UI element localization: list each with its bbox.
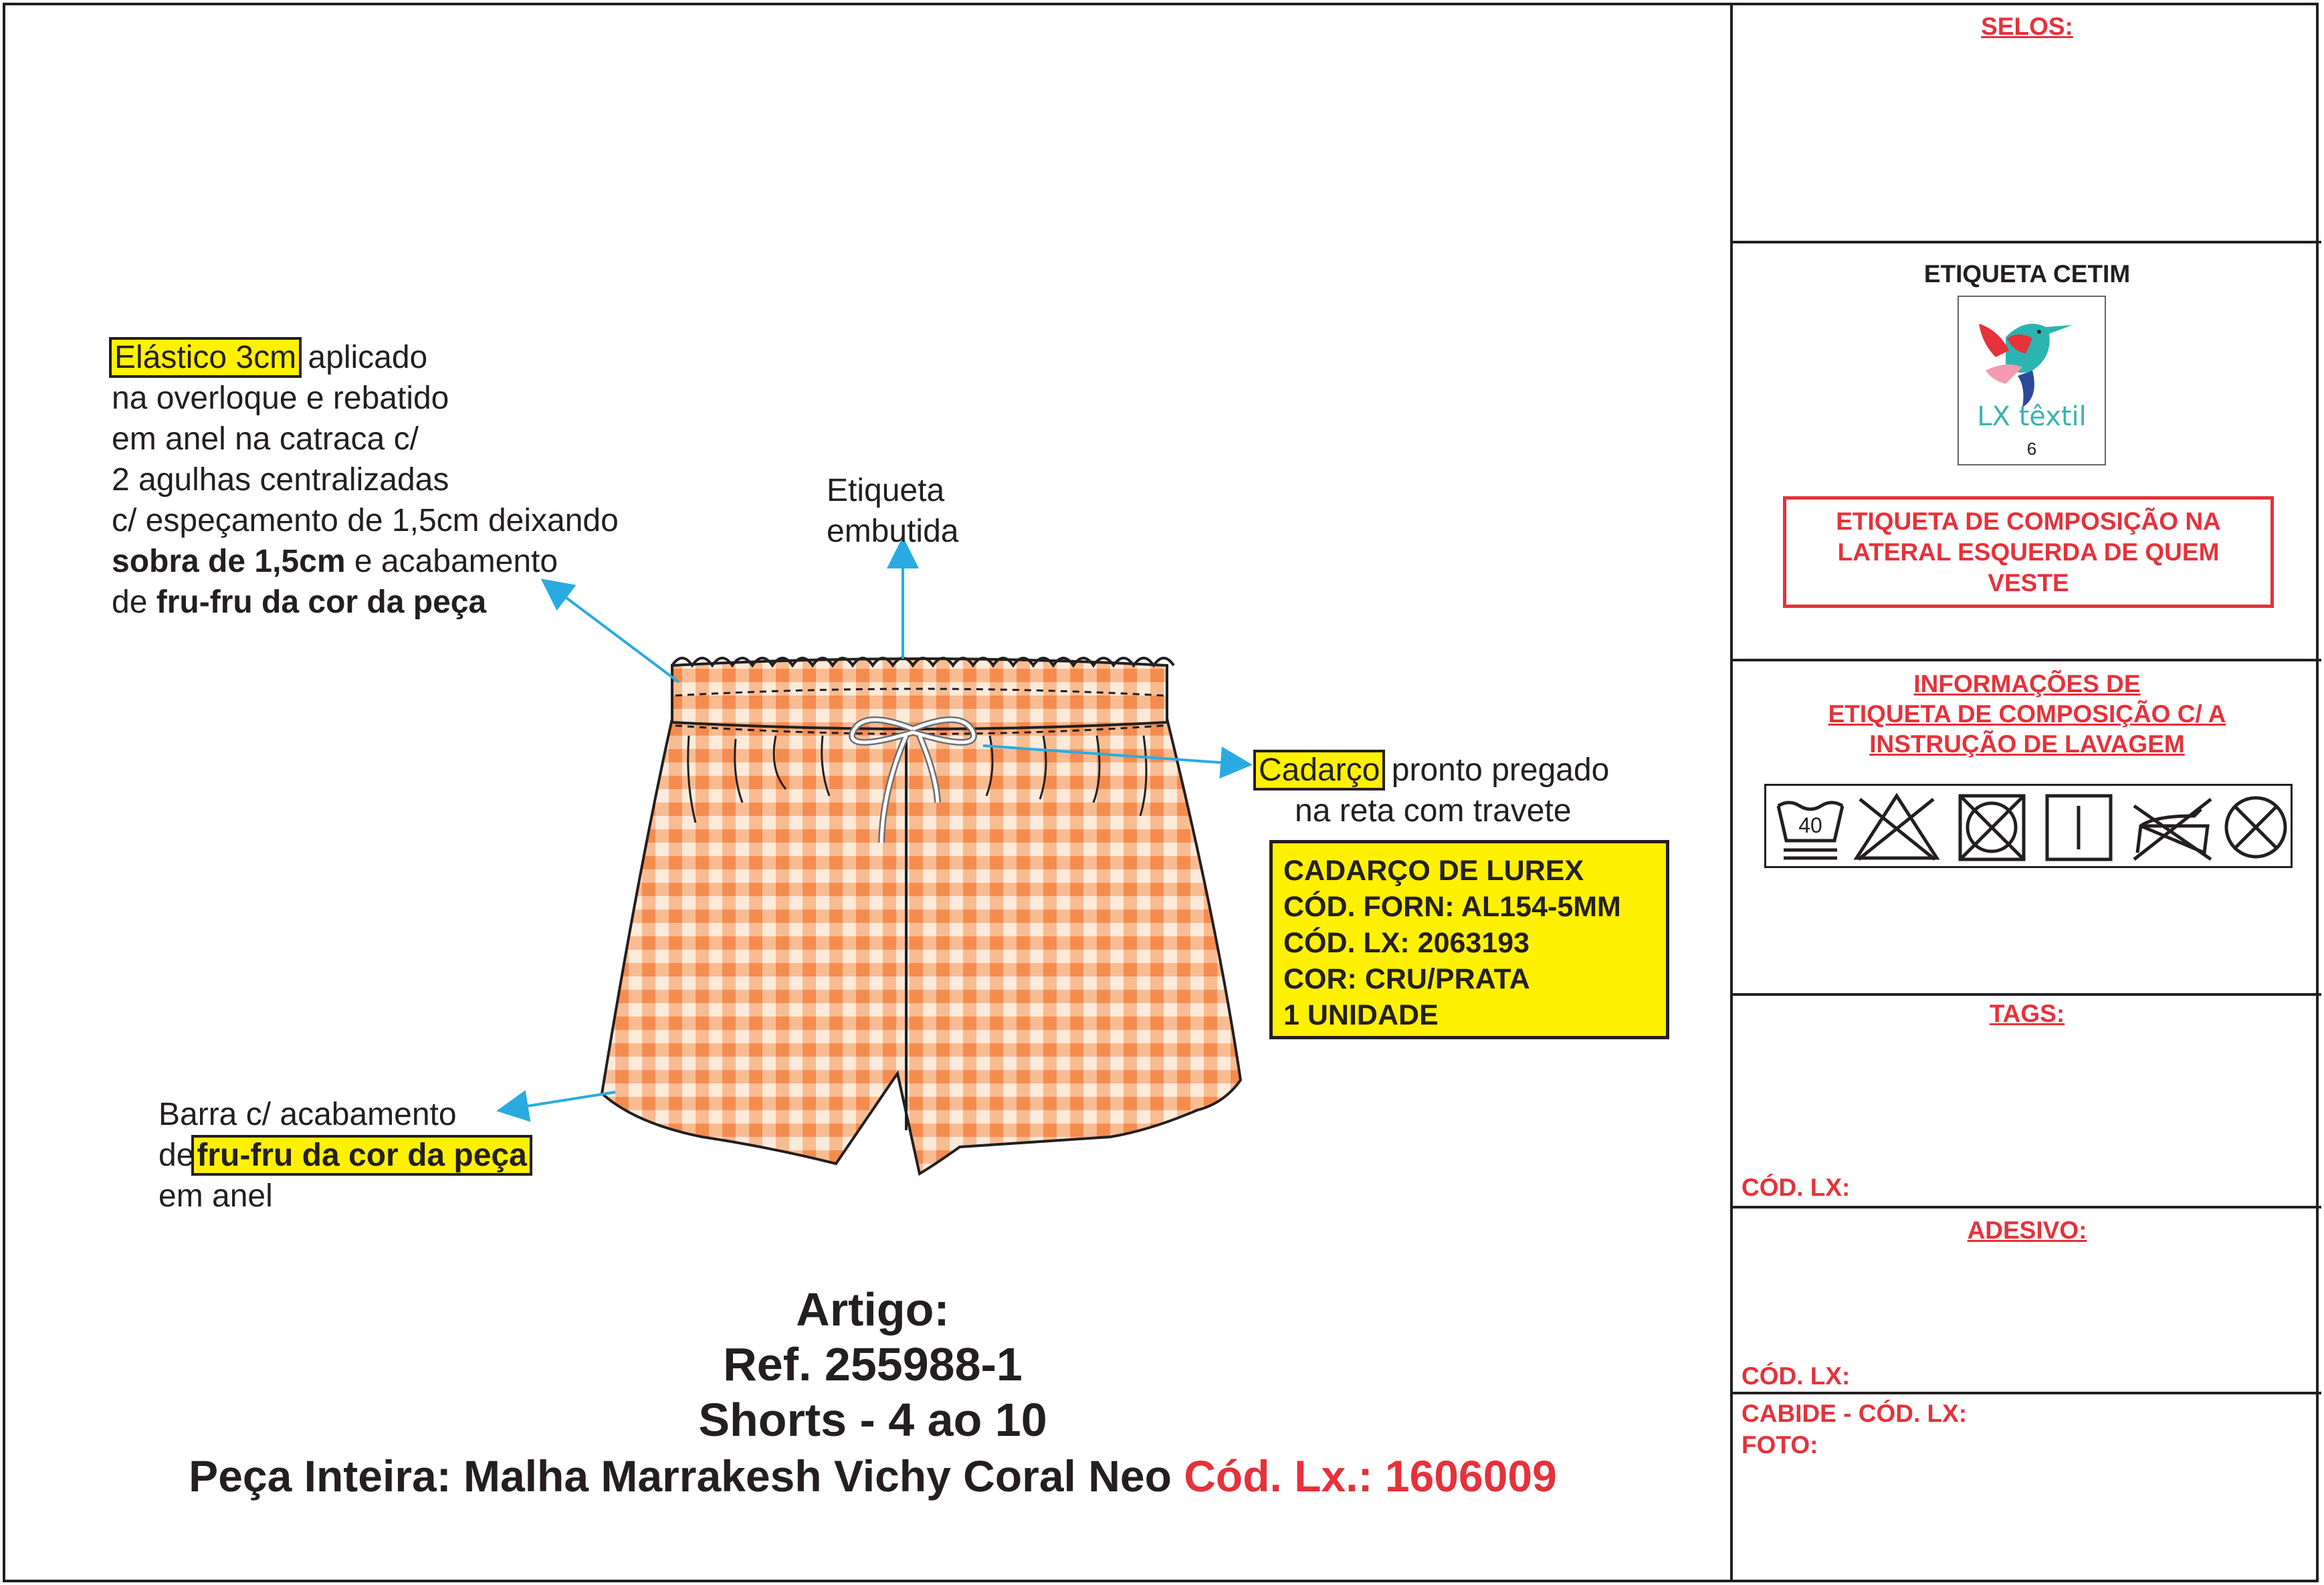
elastico-l7-bold: fru-fru da cor da peça <box>156 585 487 620</box>
elastico-l4: 2 agulhas centralizadas <box>112 462 449 498</box>
tags-title: TAGS: <box>1989 1000 2065 1027</box>
foto-label: FOTO: <box>1741 1431 1818 1459</box>
elastico-l2: na overloque e rebatido <box>112 381 449 416</box>
composicao-line-2: LATERAL ESQUERDA DE QUEM <box>1837 538 2220 566</box>
etiqueta-l1: Etiqueta <box>827 473 945 508</box>
elastico-l7-pre: de <box>112 585 156 620</box>
elastico-l1: aplicado <box>299 340 428 375</box>
brand-name: LX têxtil <box>1977 401 2087 432</box>
cadarco-spec-5: 1 UNIDADE <box>1283 999 1439 1031</box>
cadarco-spec-box <box>1269 840 1669 1039</box>
composicao-line-3: VESTE <box>1988 569 2069 597</box>
composicao-line-1: ETIQUETA DE COMPOSIÇÃO NA <box>1836 508 2221 535</box>
selos-title: SELOS: <box>1981 13 2073 40</box>
artigo-ref: Ref. 255988-1 <box>723 1338 1023 1390</box>
elastico-highlight: Elástico 3cm <box>112 340 299 375</box>
cadarco-l2: na reta com travete <box>1295 793 1572 829</box>
artigo-peca: Peça Inteira: Malha Marrakesh Vichy Coral Neo <box>189 1451 1184 1501</box>
info-line-1: INFORMAÇÕES DE <box>1913 670 2141 698</box>
elastico-note <box>112 337 619 623</box>
cadarco-spec-2: CÓD. FORN: AL154-5MM <box>1283 891 1621 923</box>
cabide-label: CABIDE - CÓD. LX: <box>1741 1400 1968 1427</box>
info-line-2: ETIQUETA DE COMPOSIÇÃO C/ A <box>1828 700 2226 728</box>
etiqueta-cetim-title: ETIQUETA CETIM <box>1923 260 2131 288</box>
cadarco-highlight: Cadarço <box>1256 752 1382 788</box>
cadarco-spec-3: CÓD. LX: 2063193 <box>1283 927 1530 959</box>
cadarco-spec-1: CADARÇO DE LUREX <box>1283 855 1584 887</box>
barra-l3: em anel <box>159 1178 273 1214</box>
etiqueta-note <box>827 470 958 552</box>
cadarco-spec-4: COR: CRU/PRATA <box>1283 963 1530 995</box>
etiqueta-l2: embutida <box>827 514 959 549</box>
barra-note <box>159 1094 530 1217</box>
adesivo-cod-label: CÓD. LX: <box>1741 1362 1851 1390</box>
adesivo-title: ADESIVO: <box>1967 1217 2087 1244</box>
elastico-l5: c/ espeçamento de 1,5cm deixando <box>112 503 619 538</box>
artigo-cod: Cód. Lx.: 1606009 <box>1184 1451 1557 1501</box>
label-size: 6 <box>2026 439 2037 459</box>
artigo-name: Shorts - 4 ao 10 <box>698 1394 1047 1446</box>
barra-l1: Barra c/ acabamento <box>159 1097 457 1132</box>
elastico-l6: e acabamento <box>345 544 558 579</box>
artigo-title: Artigo: <box>796 1283 950 1336</box>
cadarco-note <box>1256 750 1609 831</box>
cadarco-l1: pronto pregado <box>1382 752 1610 788</box>
info-line-3: INSTRUÇÃO DE LAVAGEM <box>1869 730 2185 758</box>
elastico-l6-bold: sobra de 1,5cm <box>112 544 346 579</box>
barra-l2-pre: de <box>159 1138 195 1173</box>
barra-highlight: fru-fru da cor da peça <box>194 1138 529 1173</box>
tags-cod-label: CÓD. LX: <box>1741 1174 1851 1201</box>
artigo-peca-line <box>0 1449 1746 1503</box>
wash-temp: 40 <box>1798 813 1822 837</box>
elastico-l3: em anel na catraca c/ <box>112 421 419 457</box>
waistband <box>672 659 1167 729</box>
